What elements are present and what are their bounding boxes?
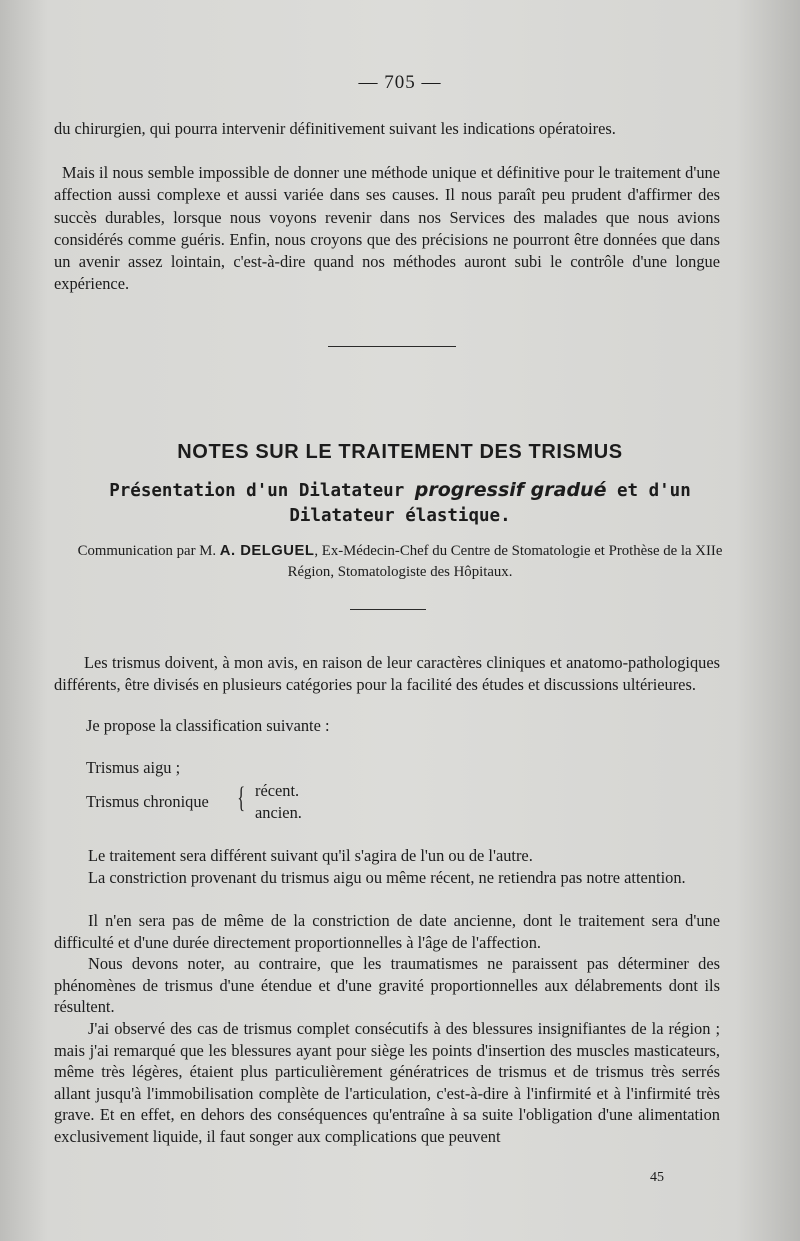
body-paragraph-6: Nous devons noter, au contraire, que les traumatismes ne paraissent pas déterminer des phénomènes de trismus d'une étendue et d'une gravité proportionnelles aux délabrements dont ils résultent. [54,954,720,1017]
author-name: A. DELGUEL [219,543,315,559]
byline-suffix: , Ex-Médecin-Chef du Centre de Stomatologie et Prothèse de la XIIe Région, Stomatologiste des Hôpitaux. [287,543,723,580]
article-title: NOTES SUR LE TRAITEMENT DES TRISMUS [177,441,623,463]
classification-chronique: Trismus chronique [86,792,209,811]
page-number: — 705 — [358,72,442,93]
intro-paragraph-2: Mais il nous semble impossible de donner une méthode unique et définitive pour le traitement d'une affection aussi complexe et aussi variée dans ses causes. Il nous paraît peu prudent d'affirmer des succès durables, lorsque nous voyons revenir dans nos Services des malades que nous avions considérés comme guéris. Enfin, nous croyons que des précisions ne pourront être données que dans un avenir assez lointain, c'est-à-dire quand nos méthodes auront subi le contrôle d'une longue expérience. [54,163,720,294]
body-paragraph-3: Le traitement sera différent suivant qu'il s'agira de l'un ou de l'autre. [88,846,533,865]
body-paragraph-7: J'ai observé des cas de trismus complet consécutifs à des blessures insignifiantes de la région ; mais j'ai remarqué que les blessures ayant pour siège les points d'insertion des muscles masticateurs, même très légères, étaient plus particulièrement génératrices de trismus et de trismus très serrés allant jusqu'à l'immobilisation complète de l'articulation, c'est-à-dire à l'infirmité et à l'infirmité très grave. Et en effet, en dehors des conséquences qu'entraîne à sa suite l'obligation d'une alimentation exclusivement liquide, il faut songer aux complications que peuvent [54,1019,720,1146]
classification-brace: { [237,781,246,814]
section-divider [328,346,456,347]
body-paragraph-4: La constriction provenant du trismus aigu ou même récent, ne retiendra pas notre attention. [88,868,686,887]
subtitle-emphasis: progressif gradué [414,479,607,501]
subtitle-text-2: et d'un Dilatateur élastique. [289,481,691,526]
body-paragraph-2: Je propose la classification suivante : [86,716,330,735]
classification-aigu: Trismus aigu ; [86,758,181,777]
article-subtitle [70,478,730,529]
intro-paragraph-1: du chirurgien, qui pourra intervenir définitivement suivant les indications opératoires. [54,119,616,138]
footer-signature: 45 [650,1170,664,1185]
byline-prefix: Communication par M. [77,543,220,559]
byline-divider [350,609,426,610]
body-paragraph-1: Les trismus doivent, à mon avis, en raison de leur caractères cliniques et anatomo-pathologiques différents, être divisés en plusieurs catégories pour la facilité des études et discussions ultérieures. [54,653,720,694]
classification-ancien: ancien. [255,803,302,822]
classification-recent: récent. [255,781,300,800]
subtitle-text-1: Présentation d'un Dilatateur [109,481,415,501]
communication-byline [60,541,740,583]
body-paragraph-5: Il n'en sera pas de même de la constriction de date ancienne, dont le traitement sera d'une difficulté et d'une durée directement proportionnelles à l'âge de l'affection. [54,911,720,952]
